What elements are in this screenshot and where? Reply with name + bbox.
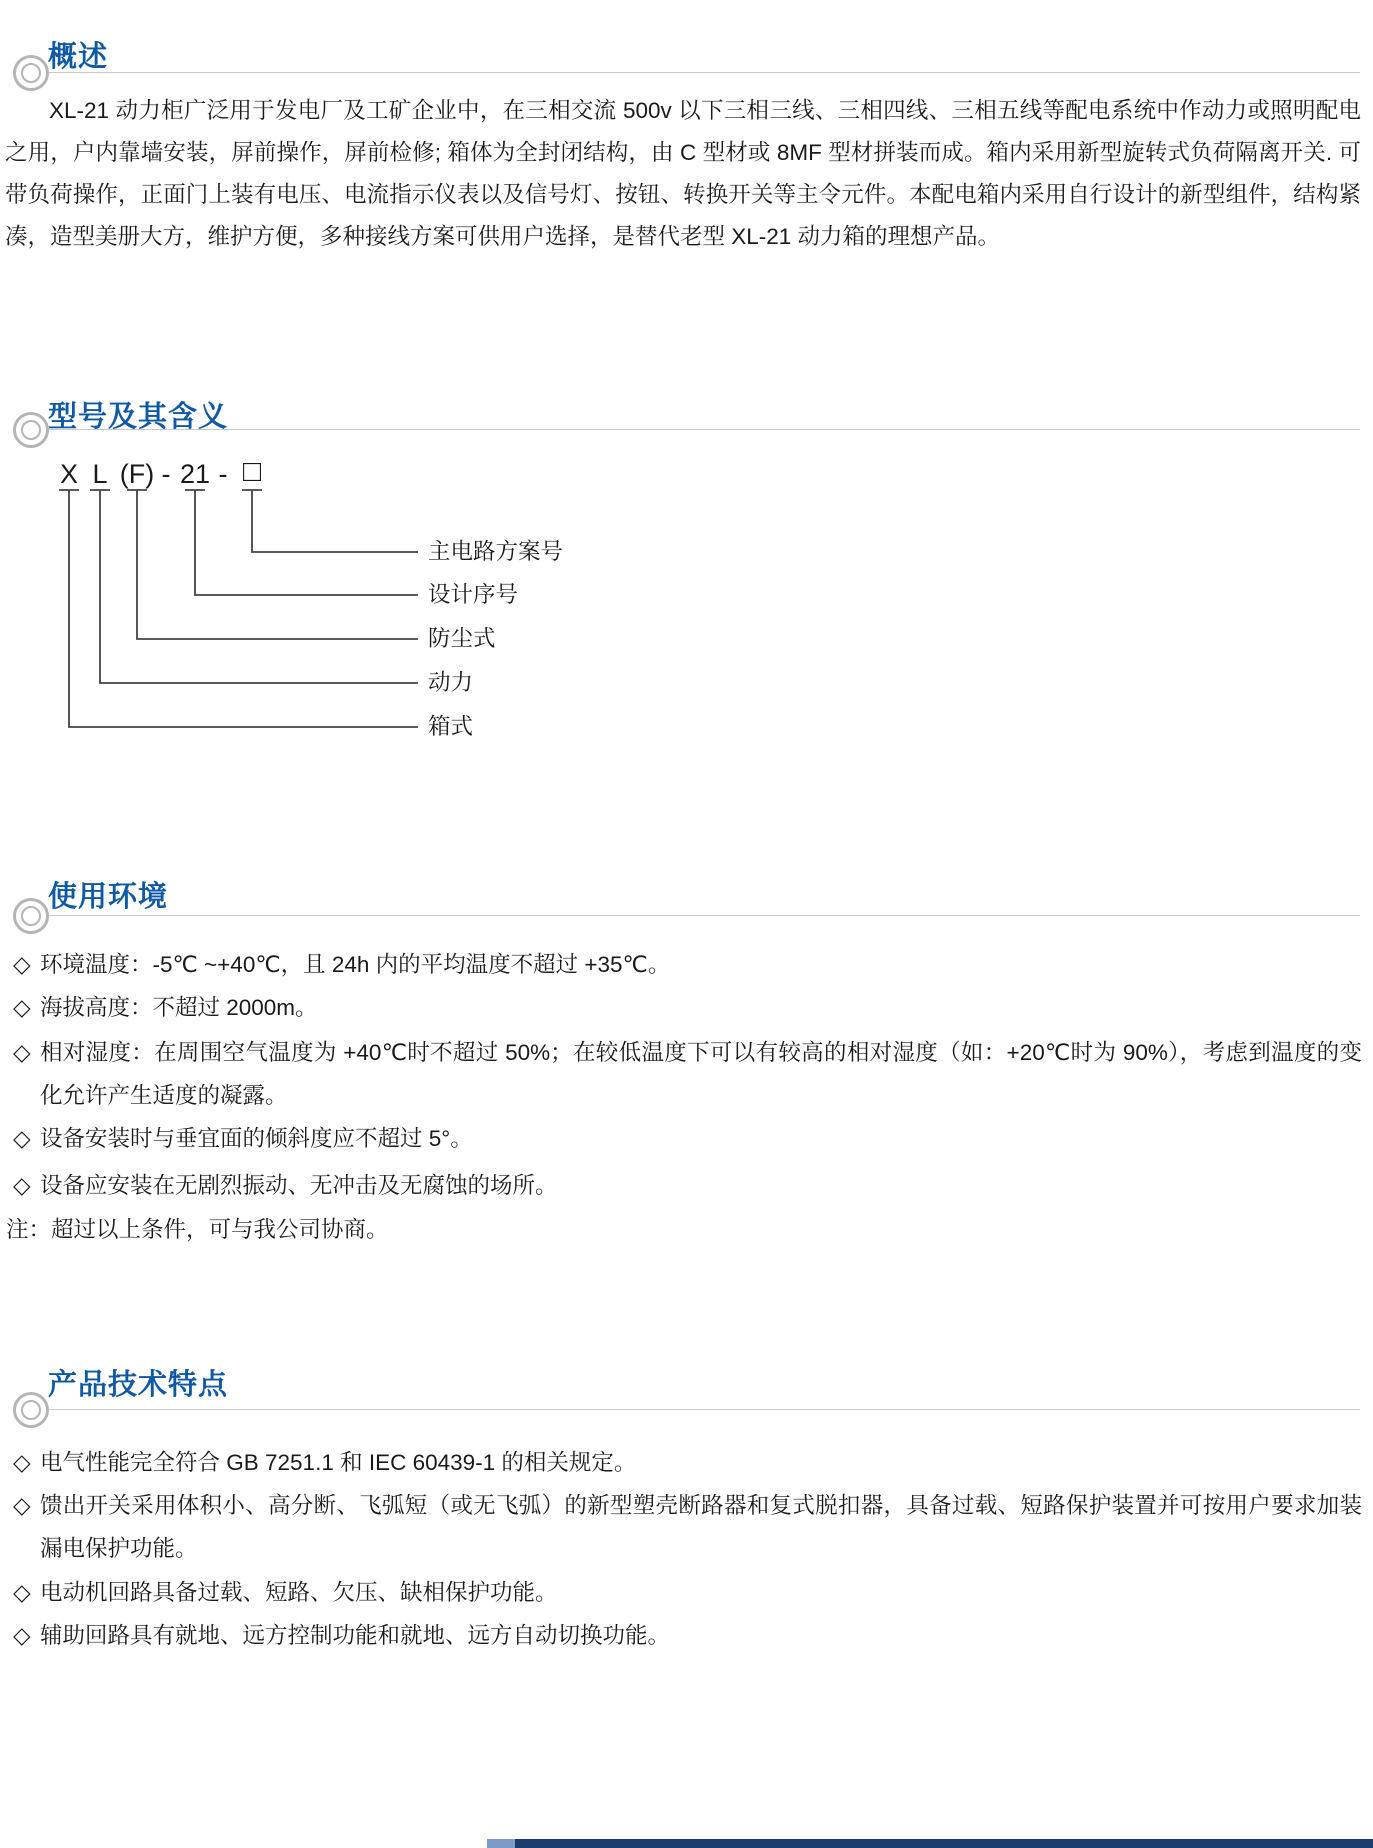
model-code-part: 21: [179, 459, 211, 489]
usage-bullet-item: [13, 1031, 1362, 1117]
section-bullet-ring-icon: [13, 412, 49, 448]
feature-bullet-text: 馈出开关采用体积小、高分断、飞弧短（或无飞弧）的新型塑壳断路器和复式脱扣器，具备过载、短路保护装置并可按用户要求加装漏电保护功能。: [40, 1493, 1362, 1561]
usage-bullet-item: [13, 1117, 1362, 1160]
usage-note: 注：超过以上条件，可与我公司协商。: [6, 1217, 389, 1242]
section-bullet-ring-icon: [13, 55, 49, 91]
model-meaning-label: 设计序号: [428, 582, 519, 607]
model-code-hyphen: -: [161, 459, 171, 489]
model-meaning-label: 箱式: [428, 714, 474, 739]
usage-bullet-text: 设备安装时与垂宜面的倾斜度应不超过 5°。: [40, 1126, 473, 1151]
section-bullet-ring-icon: [13, 898, 49, 934]
usage-bullet-text: 设备应安装在无剧烈振动、无冲击及无腐蚀的场所。: [40, 1173, 558, 1198]
model-meaning-label: 防尘式: [428, 626, 496, 651]
model-code-part: L: [92, 459, 108, 489]
footer-accent-light-segment: [487, 1839, 515, 1848]
usage-bullet-text: 海拔高度：不超过 2000m。: [40, 995, 318, 1020]
diamond-bullet-icon: ◇: [13, 994, 31, 1020]
feature-bullet-text: 电动机回路具备过载、短路、欠压、缺相保护功能。: [40, 1580, 558, 1605]
diamond-bullet-icon: ◇: [13, 1172, 31, 1198]
model-meaning-label: 动力: [428, 670, 474, 695]
usage-bullet-text: 相对湿度：在周围空气温度为 +40℃时不超过 50%；在较低温度下可以有较高的相对湿度（如：+20℃时为 90%），考虑到温度的变化允许产生适度的凝露。: [40, 1040, 1362, 1108]
section-bullet-ring-inner-icon: [21, 420, 41, 440]
section-rule: [49, 72, 1360, 73]
feature-bullet-item: [13, 1441, 1362, 1484]
section-rule: [49, 1409, 1360, 1410]
usage-bullet-item: [13, 986, 1362, 1029]
feature-bullet-text: 辅助回路具有就地、远方控制功能和就地、远方自动切换功能。: [40, 1623, 671, 1648]
section-title-overview: 概述: [48, 41, 109, 73]
usage-bullet-item: [13, 943, 1362, 986]
model-code-hyphen: -: [218, 459, 228, 489]
section-title-usage: 使用环境: [48, 881, 169, 913]
diamond-bullet-icon: ◇: [13, 1622, 31, 1648]
feature-bullet-item: [13, 1484, 1362, 1570]
section-title-model: 型号及其含义: [48, 401, 229, 433]
feature-bullet-item: [13, 1614, 1362, 1657]
model-code-part: (F): [119, 459, 155, 489]
feature-bullet-item: [13, 1571, 1362, 1614]
model-code-placeholder-box: □: [242, 455, 262, 488]
footer-accent-dark-segment: [515, 1839, 1373, 1848]
usage-bullet-item: [13, 1164, 1362, 1207]
section-title-features: 产品技术特点: [48, 1369, 229, 1401]
diamond-bullet-icon: ◇: [13, 1492, 31, 1518]
overview-paragraph: XL-21 动力柜广泛用于发电厂及工矿企业中，在三相交流 500v 以下三相三线、三相四线、三相五线等配电系统中作动力或照明配电之用，户内靠墙安装，屏前操作，屏前检修; 箱体为全封闭结构，由 C 型材或 8MF 型材拼装而成。箱内采用新型旋转式负荷隔离开关. 可带负荷操作，正面门上装有电压、电流指示仪表以及信号灯、按钮、转换开关等主令元件。本配电箱内采用自行设计的新型组件，结构紧凑，造型美册大方，维护方便，多种接线方案可供用户选择，是替代老型 XL-21 动力箱的理想产品。: [5, 98, 1361, 249]
section-bullet-ring-inner-icon: [21, 63, 41, 83]
section-bullet-ring-inner-icon: [21, 1400, 41, 1420]
diamond-bullet-icon: ◇: [13, 951, 31, 977]
section-rule: [49, 915, 1360, 916]
model-code-part: X: [59, 459, 79, 489]
diamond-bullet-icon: ◇: [13, 1039, 31, 1065]
model-meaning-label: 主电路方案号: [428, 539, 564, 564]
model-connector-lines: [0, 455, 460, 760]
section-bullet-ring-inner-icon: [21, 906, 41, 926]
diamond-bullet-icon: ◇: [13, 1449, 31, 1475]
section-bullet-ring-icon: [13, 1392, 49, 1428]
diamond-bullet-icon: ◇: [13, 1579, 31, 1605]
usage-bullet-text: 环境温度：-5℃ ~+40℃，且 24h 内的平均温度不超过 +35℃。: [40, 952, 671, 977]
section-rule: [49, 429, 1360, 430]
feature-bullet-text: 电气性能完全符合 GB 7251.1 和 IEC 60439-1 的相关规定。: [40, 1450, 637, 1475]
footer-accent-bar: [487, 1839, 1373, 1848]
diamond-bullet-icon: ◇: [13, 1125, 31, 1151]
